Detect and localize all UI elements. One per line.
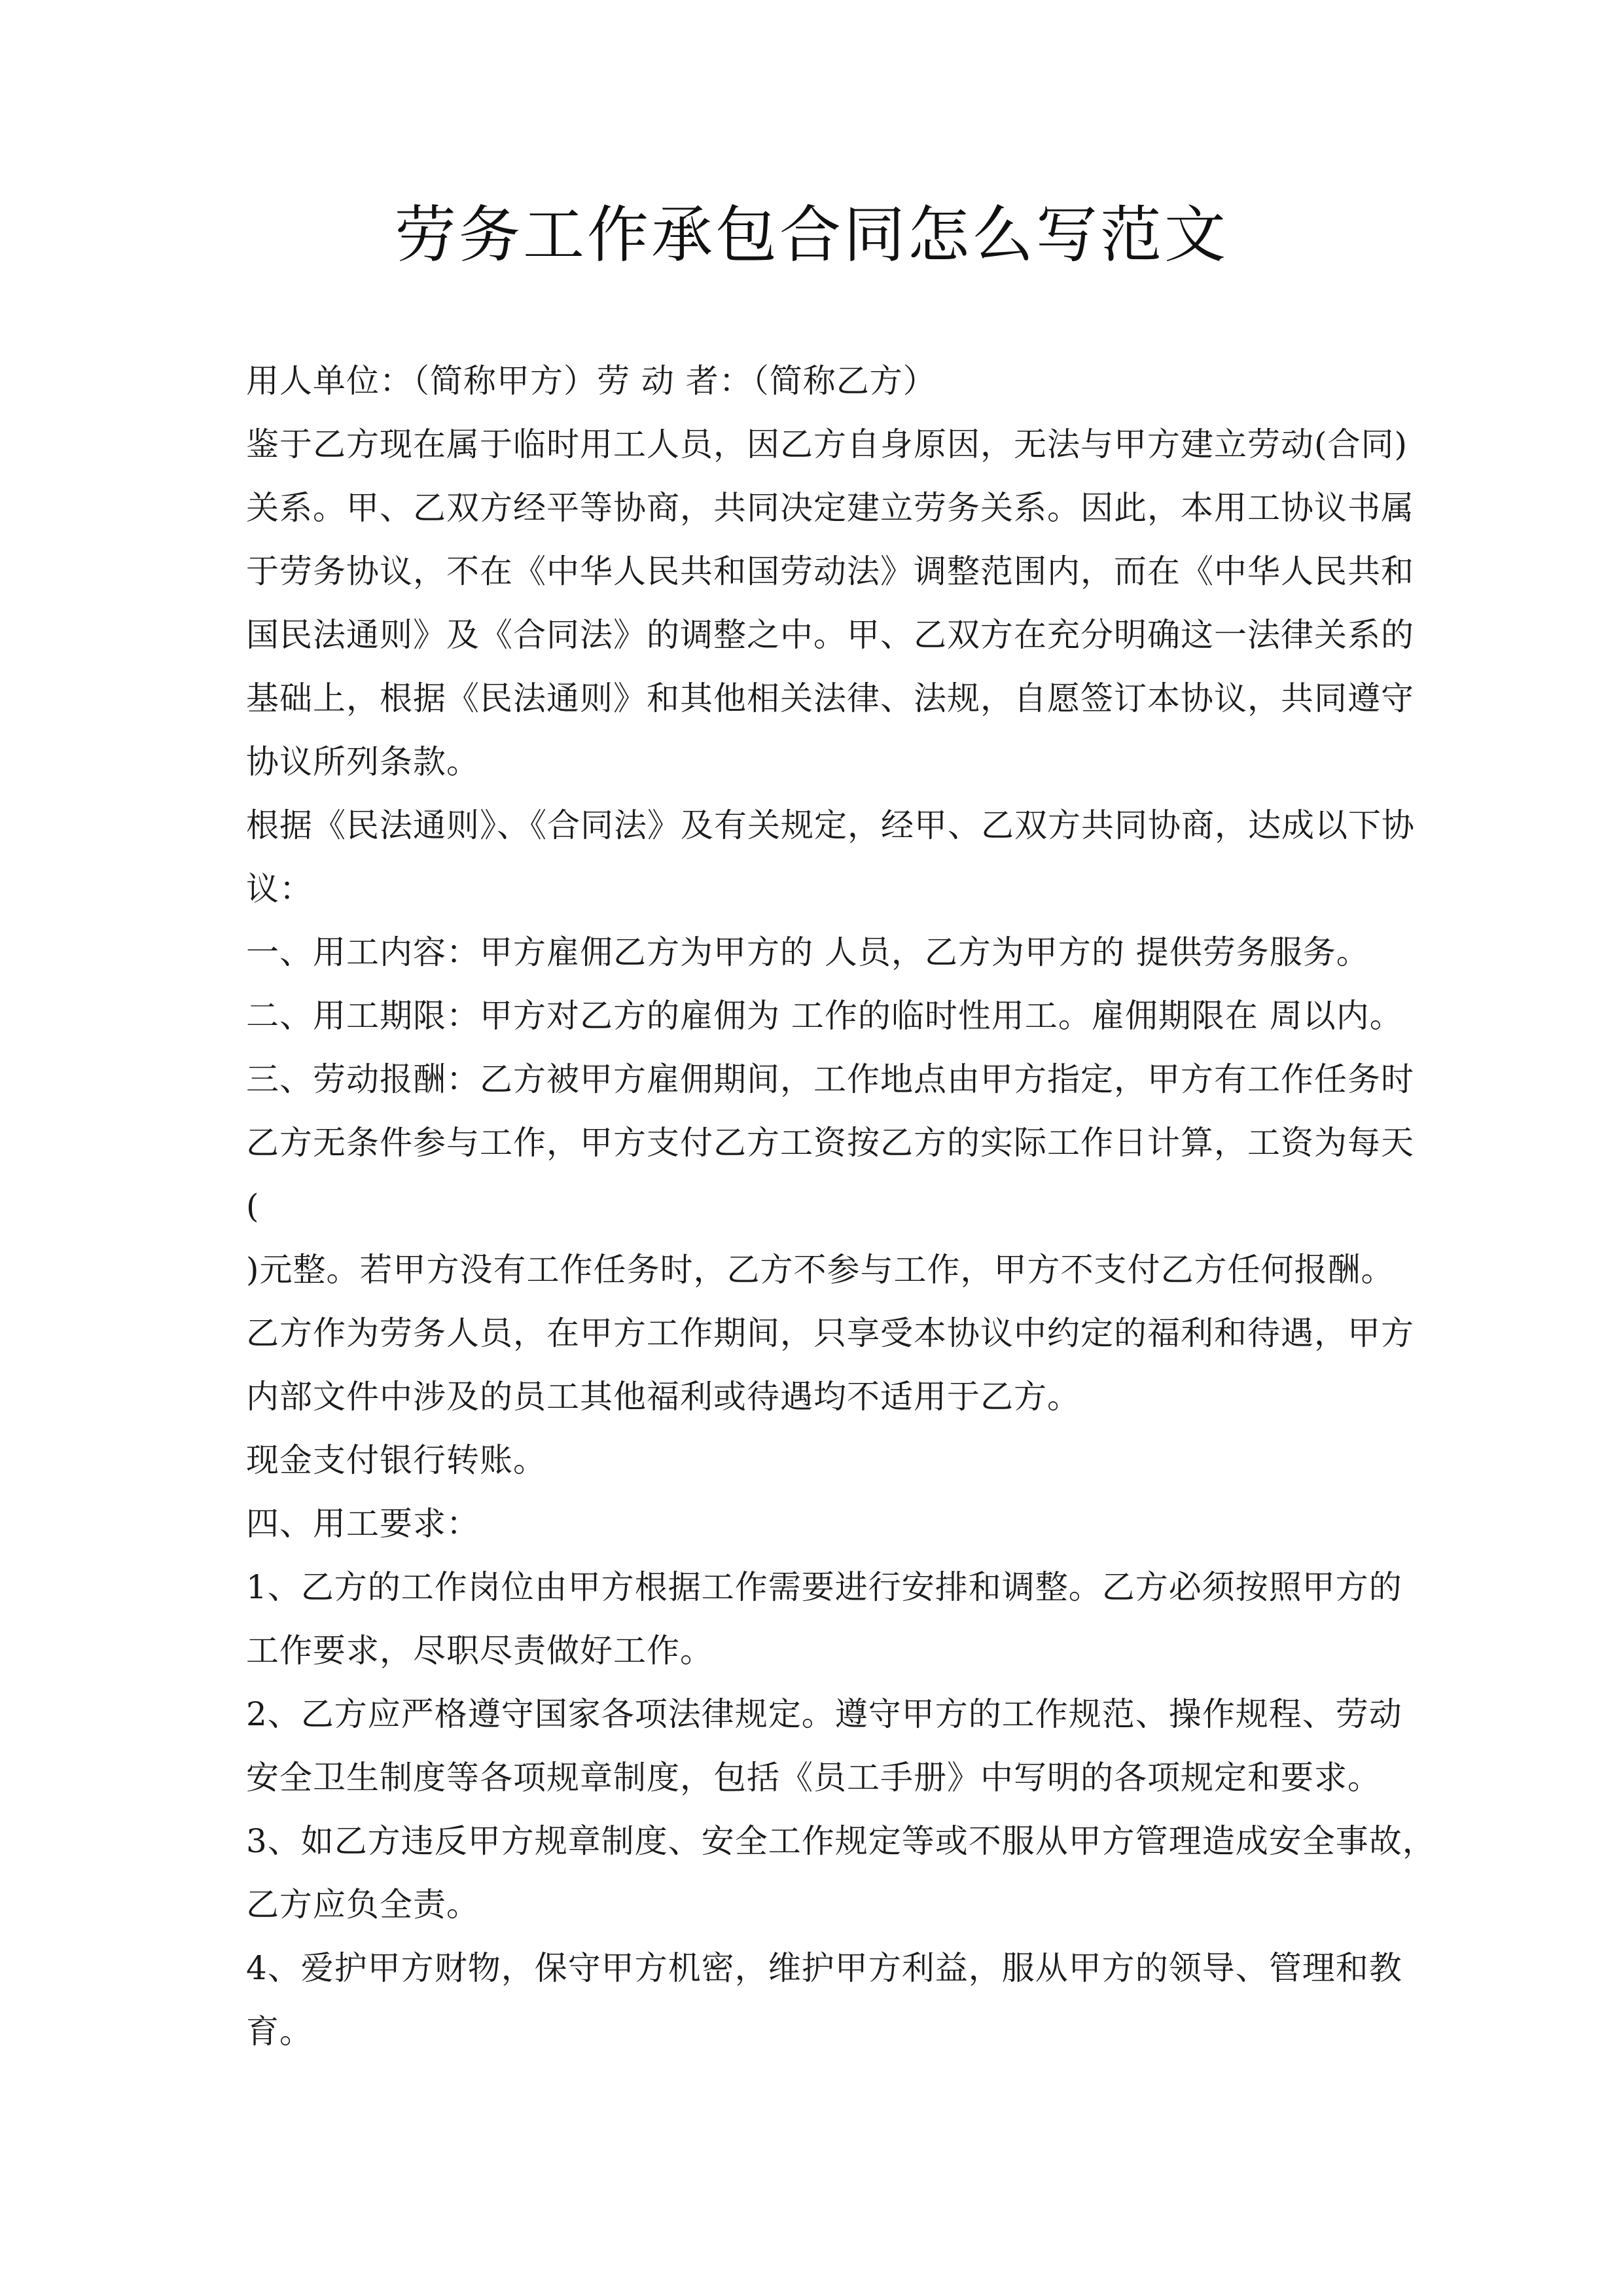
- text-line: 鉴于乙方现在属于临时用工人员，因乙方自身原因，无法与甲方建立劳动(合同): [246, 425, 1408, 463]
- text-line: 协议所列条款。: [246, 743, 480, 781]
- text-line: 一、用工内容：甲方雇佣乙方为甲方的 人员，乙方为甲方的 提供劳务服务。: [246, 933, 1370, 971]
- text-line: 4、爱护甲方财物，保守甲方机密，维护甲方利益，服从甲方的领导、管理和教: [246, 1949, 1402, 1987]
- text-line: 3、如乙方违反甲方规章制度、安全工作规定等或不服从甲方管理造成安全事故，: [246, 1822, 1436, 1860]
- text-line: 2、乙方应严格遵守国家各项法律规定。遵守甲方的工作规范、操作规程、劳动: [246, 1695, 1402, 1733]
- text-line: 乙方应负全责。: [246, 1886, 480, 1924]
- text-line: 现金支付银行转账。: [246, 1441, 546, 1479]
- text-line: 国民法通则》及《合同法》的调整之中。甲、乙双方在充分明确这一法律关系的: [246, 616, 1414, 654]
- text-line: 于劳务协议，不在《中华人民共和国劳动法》调整范围内，而在《中华人民共和: [246, 552, 1414, 590]
- text-line: 工作要求，尽职尽责做好工作。: [246, 1632, 713, 1670]
- text-line: 育。: [246, 2013, 313, 2051]
- document-title: 劳务工作承包合同怎么写范文: [394, 200, 1228, 271]
- text-line: 乙方无条件参与工作，甲方支付乙方工资按乙方的实际工作日计算，工资为每天: [246, 1124, 1414, 1162]
- text-line: 三、劳动报酬：乙方被甲方雇佣期间，工作地点由甲方指定，甲方有工作任务时: [246, 1060, 1414, 1098]
- text-line: 安全卫生制度等各项规章制度，包括《员工手册》中写明的各项规定和要求。: [246, 1759, 1381, 1797]
- text-line: 关系。甲、乙双方经平等协商，共同决定建立劳务关系。因此，本用工协议书属: [246, 489, 1414, 527]
- text-line: )元整。若甲方没有工作任务时，乙方不参与工作，甲方不支付乙方任何报酬。: [246, 1251, 1395, 1289]
- document-body: [246, 350, 1436, 2064]
- text-line: 1、乙方的工作岗位由甲方根据工作需要进行安排和调整。乙方必须按照甲方的: [246, 1568, 1402, 1606]
- text-line: 用人单位：（简称甲方）劳 动 者：（简称乙方）: [246, 362, 936, 400]
- text-line: 议：: [246, 870, 313, 908]
- text-line: 基础上，根据《民法通则》和其他相关法律、法规，自愿签订本协议，共同遵守: [246, 679, 1414, 717]
- text-line: 二、用工期限：甲方对乙方的雇佣为 工作的临时性用工。雇佣期限在 周以内。: [246, 997, 1403, 1035]
- text-line: (: [246, 1187, 260, 1225]
- text-line: 四、用工要求：: [246, 1505, 480, 1543]
- text-line: 根据《民法通则》、《合同法》及有关规定，经甲、乙双方共同协商，达成以下协: [246, 806, 1415, 844]
- text-line: 乙方作为劳务人员，在甲方工作期间，只享受本协议中约定的福利和待遇，甲方: [246, 1314, 1414, 1352]
- text-line: 内部文件中涉及的员工其他福利或待遇均不适用于乙方。: [246, 1378, 1080, 1416]
